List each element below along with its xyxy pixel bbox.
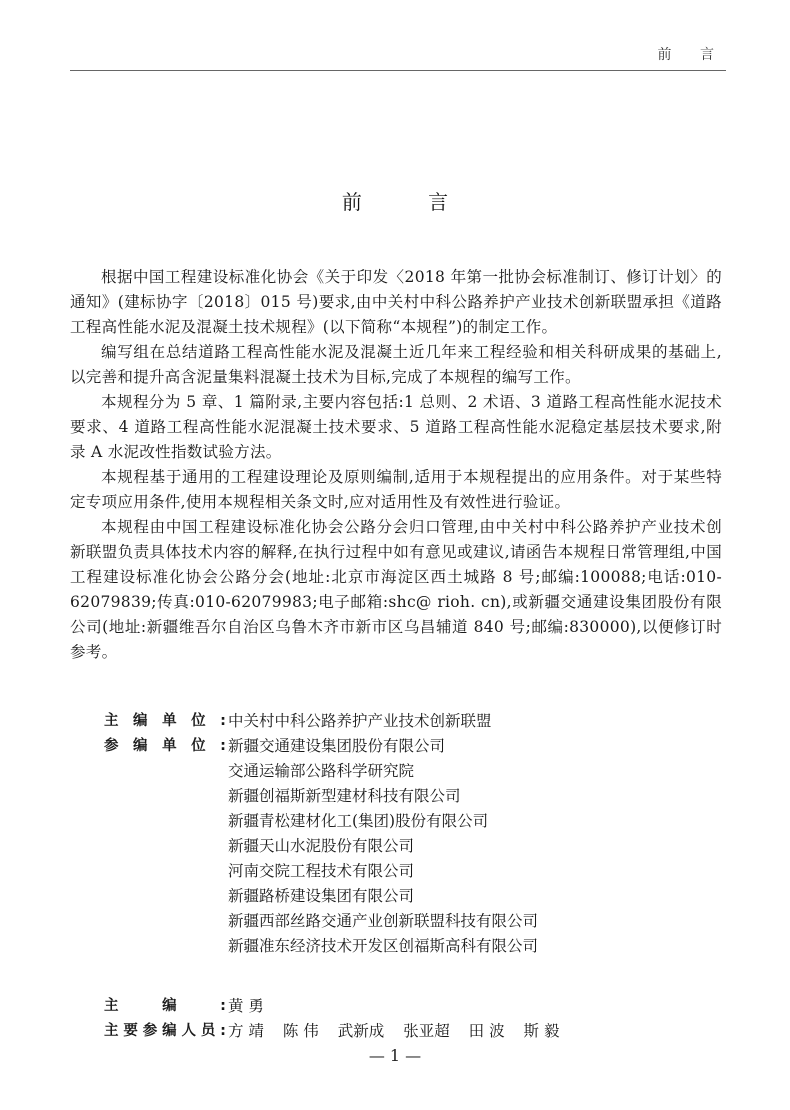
participating-units-list [228,734,538,959]
list-item: 新疆创福斯新型建材科技有限公司 [228,787,461,805]
chief-unit-label: 主编单位: [104,713,226,729]
chief-editor-label: 主编: [104,998,226,1014]
paragraph: 本规程基于通用的工程建设理论及原则编制,适用于本规程提出的应用条件。对于某些特定专项应用条件,使用本规程相关条文时,应对适用性及有效性进行验证。 [70,468,722,511]
header-rule [70,70,726,71]
running-header: 前 言 [657,47,726,63]
participant-name: 田 波 [468,1022,505,1040]
chief-editor-row [104,994,573,1019]
list-item: 河南交院工程技术有限公司 [228,862,415,880]
chief-unit: 中关村中科公路养护产业技术创新联盟 [228,712,492,730]
participant-name: 张亚超 [403,1022,450,1040]
page-title: 前 言 [341,190,479,214]
list-item: 新疆准东经济技术开发区创福斯高科有限公司 [228,937,539,955]
list-item: 新疆西部丝路交通产业创新联盟科技有限公司 [228,912,539,930]
main-participants-label: 主要参编人员: [104,1023,226,1039]
list-item: 新疆路桥建设集团有限公司 [228,887,415,905]
paragraph: 编写组在总结道路工程高性能水泥及混凝土近几年来工程经验和相关科研成果的基础上,以完善和提升高含泥量集料混凝土技术为目标,完成了本规程的编写工作。 [70,343,722,386]
participating-units-label: 参编单位: [104,738,226,754]
foreword-body [70,265,722,665]
list-item: 新疆天山水泥股份有限公司 [228,837,415,855]
page-number: — 1 — [368,1046,422,1065]
participant-name: 陈 伟 [282,1022,319,1040]
paragraph: 本规程分为 5 章、1 篇附录,主要内容包括:1 总则、2 术语、3 道路工程高性能水泥技术要求、4 道路工程高性能水泥混凝土技术要求、5 道路工程高性能水泥稳定基层技术要求,附录 A 水泥改性指数试验方法。 [70,393,722,461]
paragraph: 本规程由中国工程建设标准化协会公路分会归口管理,由中关村中科公路养护产业技术创新联盟负责具体技术内容的解释,在执行过程中如有意见或建议,请函告本规程日常管理组,中国工程建设标准化协会公路分会(地址:北京市海淀区西土城路 8 号;邮编:100088;电话:010-62079839;传真:010-62079983;电子邮箱:shc@ rioh. cn),或新疆交通建设集团股份有限公司(地址:新疆维吾尔自治区乌鲁木齐市新市区乌昌辅道 840 号;邮编:830000),以便修订时参考。 [70,518,722,661]
participant-name: 斯 毅 [523,1022,560,1040]
main-participants [228,1019,573,1044]
list-item: 新疆交通建设集团股份有限公司 [228,737,446,755]
participating-units-row [104,734,573,959]
chief-editor: 黄 勇 [228,997,264,1015]
paragraph: 根据中国工程建设标准化协会《关于印发〈2018 年第一批协会标准制订、修订计划〉的通知》(建标协字〔2018〕015 号)要求,由中关村中科公路养护产业技术创新联盟承担《道路工程高性能水泥及混凝土技术规程》(以下简称“本规程”)的制定工作。 [70,268,722,336]
chief-unit-row [104,709,573,734]
credits-section [104,709,573,1044]
main-participants-row [104,1019,573,1044]
participant-name: 武新成 [337,1022,385,1040]
list-item: 新疆青松建材化工(集团)股份有限公司 [228,812,489,830]
participant-name: 方 靖 [228,1022,264,1040]
list-item: 交通运输部公路科学研究院 [228,762,415,780]
spacer [104,959,573,994]
